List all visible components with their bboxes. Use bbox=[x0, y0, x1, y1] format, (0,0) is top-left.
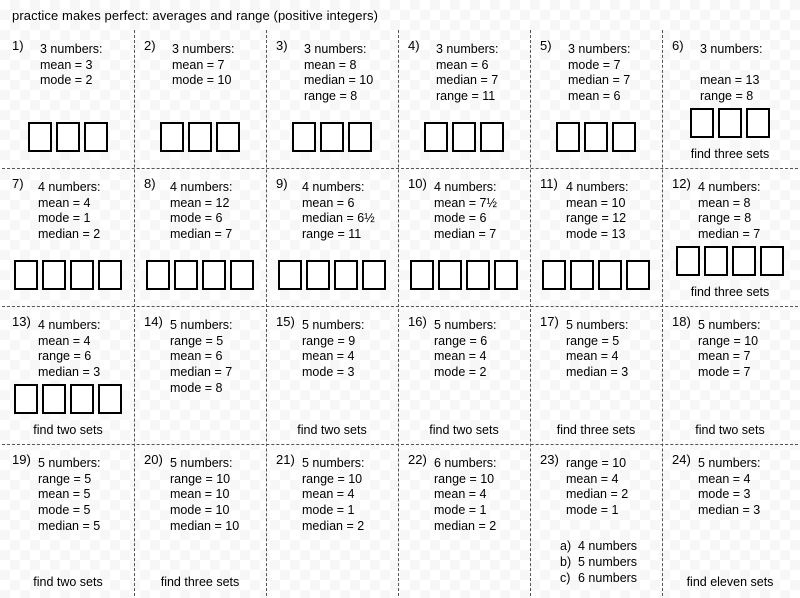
problem-number: 23) bbox=[540, 452, 559, 467]
condition-line: mean = 13 bbox=[700, 73, 760, 88]
worksheet-title: practice makes perfect: averages and range (positive integers) bbox=[12, 8, 379, 23]
condition-line: mode = 6 bbox=[170, 211, 223, 226]
answer-box[interactable] bbox=[410, 260, 434, 290]
answer-box[interactable] bbox=[584, 122, 608, 152]
answer-box[interactable] bbox=[480, 122, 504, 152]
condition-line: 4 numbers: bbox=[434, 180, 497, 194]
condition-line: median = 2 bbox=[302, 518, 365, 533]
problem-cell bbox=[662, 444, 798, 596]
condition-line: 5 numbers: bbox=[38, 456, 101, 470]
condition-line: mean = 4 bbox=[302, 487, 355, 502]
answer-boxes bbox=[14, 260, 122, 290]
problem-conditions bbox=[302, 318, 365, 381]
problem-number: 12) bbox=[672, 176, 691, 191]
problem-conditions bbox=[566, 180, 629, 243]
problem-number: 8) bbox=[144, 176, 156, 191]
answer-box[interactable] bbox=[28, 122, 52, 152]
problem-conditions bbox=[38, 318, 101, 381]
problem-cell bbox=[266, 306, 398, 444]
answer-boxes bbox=[160, 122, 240, 152]
option-text: 6 numbers bbox=[578, 571, 638, 585]
answer-box[interactable] bbox=[70, 260, 94, 290]
problem-number: 4) bbox=[408, 38, 420, 53]
condition-line: range = 10 bbox=[698, 333, 759, 348]
condition-line: range = 10 bbox=[302, 471, 363, 486]
problem-cell bbox=[530, 444, 662, 596]
condition-line: mean = 8 bbox=[698, 195, 751, 210]
problem-number: 10) bbox=[408, 176, 427, 191]
instruction-note: find three sets bbox=[690, 147, 770, 161]
condition-line: 3 numbers: bbox=[700, 42, 763, 56]
problem-cell bbox=[530, 168, 662, 306]
answer-box[interactable] bbox=[42, 260, 66, 290]
option-item bbox=[560, 538, 637, 554]
problem-number: 24) bbox=[672, 452, 691, 467]
problem-number: 17) bbox=[540, 314, 559, 329]
answer-box[interactable] bbox=[466, 260, 490, 290]
condition-line: mean = 8 bbox=[304, 57, 357, 72]
condition-line: 3 numbers: bbox=[40, 42, 103, 56]
instruction-note: find eleven sets bbox=[686, 575, 774, 589]
problem-cell bbox=[398, 444, 530, 596]
answer-boxes bbox=[410, 260, 518, 290]
condition-line: 3 numbers: bbox=[436, 42, 499, 56]
condition-line: mode = 10 bbox=[170, 503, 230, 518]
answer-box[interactable] bbox=[216, 122, 240, 152]
condition-line: median = 7 bbox=[698, 227, 761, 242]
problem-number: 14) bbox=[144, 314, 163, 329]
option-letter: b) bbox=[560, 555, 572, 569]
condition-line: mean = 4 bbox=[566, 349, 619, 364]
problem-number: 20) bbox=[144, 452, 163, 467]
condition-line: median = 5 bbox=[38, 518, 101, 533]
condition-line: 5 numbers: bbox=[170, 456, 233, 470]
condition-line: 4 numbers: bbox=[698, 180, 761, 194]
condition-line: mean = 4 bbox=[698, 471, 751, 486]
answer-box[interactable] bbox=[746, 108, 770, 138]
condition-line: range = 6 bbox=[434, 333, 488, 348]
problem-conditions bbox=[434, 180, 497, 243]
condition-line: mode = 1 bbox=[38, 211, 91, 226]
problem-conditions bbox=[172, 42, 235, 89]
condition-line: mean = 12 bbox=[170, 195, 230, 210]
instruction-note: find two sets bbox=[297, 423, 367, 437]
condition-line: range = 8 bbox=[304, 89, 358, 104]
problem-cell bbox=[662, 306, 798, 444]
problem-number: 15) bbox=[276, 314, 295, 329]
option-letter: a) bbox=[560, 539, 572, 553]
problem-cell bbox=[134, 444, 266, 596]
condition-line: median = 7 bbox=[436, 73, 499, 88]
condition-line: mode = 1 bbox=[434, 503, 487, 518]
answer-box[interactable] bbox=[230, 260, 254, 290]
condition-line: 5 numbers: bbox=[566, 318, 629, 332]
option-text: 5 numbers bbox=[578, 555, 638, 569]
answer-boxes bbox=[542, 260, 650, 290]
problem-conditions bbox=[302, 456, 365, 535]
answer-box[interactable] bbox=[732, 246, 756, 276]
answer-box[interactable] bbox=[14, 384, 38, 414]
problem-number: 11) bbox=[540, 176, 558, 191]
problem-conditions bbox=[698, 180, 761, 243]
answer-boxes bbox=[424, 122, 504, 152]
answer-box[interactable] bbox=[188, 122, 212, 152]
answer-box[interactable] bbox=[292, 122, 316, 152]
condition-line: 4 numbers: bbox=[302, 180, 365, 194]
condition-line: mode = 5 bbox=[38, 503, 91, 518]
answer-box[interactable] bbox=[14, 260, 38, 290]
condition-line: 3 numbers: bbox=[568, 42, 631, 56]
condition-line: mean = 4 bbox=[434, 349, 487, 364]
condition-line: 4 numbers: bbox=[38, 318, 101, 332]
answer-boxes bbox=[146, 260, 254, 290]
problem-conditions bbox=[38, 180, 101, 243]
condition-line: mean = 6 bbox=[170, 349, 223, 364]
answer-box[interactable] bbox=[452, 122, 476, 152]
condition-line: range = 10 bbox=[170, 471, 231, 486]
answer-box[interactable] bbox=[612, 122, 636, 152]
answer-boxes bbox=[690, 108, 770, 138]
condition-line: mean = 6 bbox=[436, 57, 489, 72]
answer-boxes bbox=[278, 260, 386, 290]
option-letter: c) bbox=[560, 571, 571, 585]
problem-number: 3) bbox=[276, 38, 288, 53]
answer-boxes bbox=[28, 122, 108, 152]
problem-conditions bbox=[302, 180, 375, 243]
problem-conditions bbox=[434, 318, 497, 381]
problem-cell bbox=[530, 306, 662, 444]
condition-line: range = 12 bbox=[566, 211, 627, 226]
problem-cell bbox=[398, 306, 530, 444]
answer-box[interactable] bbox=[56, 122, 80, 152]
problem-cell bbox=[134, 168, 266, 306]
condition-line: mode = 3 bbox=[302, 365, 355, 380]
condition-line: mean = 7 bbox=[698, 349, 751, 364]
problem-conditions bbox=[170, 456, 239, 535]
answer-box[interactable] bbox=[146, 260, 170, 290]
condition-line: mean = 10 bbox=[170, 487, 230, 502]
problem-cell bbox=[2, 168, 134, 306]
problem-conditions bbox=[170, 318, 233, 397]
answer-box[interactable] bbox=[98, 384, 122, 414]
condition-line: mean = 4 bbox=[302, 349, 355, 364]
condition-line: mean = 7½ bbox=[434, 195, 497, 210]
problem-number: 7) bbox=[12, 176, 24, 191]
answer-box[interactable] bbox=[174, 260, 198, 290]
problem-number: 6) bbox=[672, 38, 684, 53]
problem-number: 22) bbox=[408, 452, 427, 467]
problem-number: 1) bbox=[12, 38, 24, 53]
condition-line: mean = 4 bbox=[38, 333, 91, 348]
option-item bbox=[560, 570, 637, 586]
instruction-note: find three sets bbox=[690, 285, 770, 299]
condition-line: mode = 8 bbox=[170, 380, 223, 395]
condition-line: median = 3 bbox=[698, 503, 761, 518]
options-list bbox=[560, 538, 637, 586]
instruction-note: find three sets bbox=[556, 423, 636, 437]
condition-line: 6 numbers: bbox=[434, 456, 497, 470]
answer-boxes bbox=[556, 122, 636, 152]
condition-line: median = 3 bbox=[38, 365, 101, 380]
condition-line: mode = 7 bbox=[568, 57, 621, 72]
instruction-note: find two sets bbox=[33, 575, 103, 589]
answer-box[interactable] bbox=[160, 122, 184, 152]
option-text: 4 numbers bbox=[578, 539, 638, 553]
answer-box[interactable] bbox=[542, 260, 566, 290]
problem-conditions bbox=[698, 456, 761, 519]
problem-conditions bbox=[568, 42, 631, 105]
problem-number: 9) bbox=[276, 176, 288, 191]
condition-line: 5 numbers: bbox=[302, 318, 365, 332]
problem-cell bbox=[2, 30, 134, 168]
condition-line: mean = 4 bbox=[38, 195, 91, 210]
instruction-note: find two sets bbox=[429, 423, 499, 437]
condition-line: mean = 4 bbox=[566, 471, 619, 486]
problem-conditions bbox=[434, 456, 497, 535]
problem-number: 21) bbox=[276, 452, 295, 467]
condition-line: range = 11 bbox=[302, 227, 362, 242]
condition-line: mode = 1 bbox=[302, 503, 355, 518]
problem-conditions bbox=[40, 42, 103, 89]
condition-line: median = 7 bbox=[568, 73, 631, 88]
answer-box[interactable] bbox=[626, 260, 650, 290]
condition-line: range = 11 bbox=[436, 89, 496, 104]
answer-box[interactable] bbox=[84, 122, 108, 152]
instruction-note: find three sets bbox=[160, 575, 240, 589]
problem-cell bbox=[662, 168, 798, 306]
condition-line: mode = 2 bbox=[434, 365, 487, 380]
answer-box[interactable] bbox=[570, 260, 594, 290]
problem-number: 16) bbox=[408, 314, 427, 329]
condition-line: 5 numbers: bbox=[170, 318, 233, 332]
condition-line: range = 8 bbox=[700, 89, 754, 104]
condition-line: median = 10 bbox=[170, 518, 240, 533]
condition-line: mean = 5 bbox=[38, 487, 91, 502]
condition-line: 3 numbers: bbox=[172, 42, 235, 56]
answer-box[interactable] bbox=[362, 260, 386, 290]
answer-box[interactable] bbox=[556, 122, 580, 152]
condition-line: mode = 1 bbox=[566, 503, 619, 518]
condition-line: mean = 4 bbox=[434, 487, 487, 502]
problem-conditions bbox=[38, 456, 101, 535]
instruction-note: find two sets bbox=[695, 423, 765, 437]
problem-grid bbox=[2, 30, 798, 596]
condition-line: median = 7 bbox=[170, 227, 233, 242]
answer-boxes bbox=[676, 246, 784, 276]
answer-box[interactable] bbox=[704, 246, 728, 276]
problem-conditions bbox=[566, 456, 628, 519]
condition-line: range = 5 bbox=[566, 333, 620, 348]
condition-line: median = 3 bbox=[566, 365, 629, 380]
answer-box[interactable] bbox=[334, 260, 358, 290]
condition-line: range = 8 bbox=[698, 211, 752, 226]
problem-cell bbox=[134, 306, 266, 444]
answer-box[interactable] bbox=[438, 260, 462, 290]
answer-box[interactable] bbox=[718, 108, 742, 138]
condition-line: 4 numbers: bbox=[170, 180, 233, 194]
problem-conditions bbox=[566, 318, 629, 381]
option-item bbox=[560, 554, 637, 570]
condition-line: range = 10 bbox=[566, 456, 627, 470]
problem-cell bbox=[2, 444, 134, 596]
condition-line: mode = 13 bbox=[566, 227, 626, 242]
problem-number: 5) bbox=[540, 38, 552, 53]
answer-box[interactable] bbox=[98, 260, 122, 290]
problem-cell bbox=[266, 444, 398, 596]
condition-line: mode = 6 bbox=[434, 211, 487, 226]
answer-box[interactable] bbox=[42, 384, 66, 414]
problem-cell bbox=[134, 30, 266, 168]
condition-line: 5 numbers: bbox=[302, 456, 365, 470]
condition-line: mean = 3 bbox=[40, 57, 93, 72]
condition-line: median = 2 bbox=[566, 487, 629, 502]
problem-conditions bbox=[698, 318, 761, 381]
condition-line: 5 numbers: bbox=[698, 318, 761, 332]
condition-line: median = 6½ bbox=[302, 211, 375, 226]
condition-line: mode = 3 bbox=[698, 487, 751, 502]
answer-box[interactable] bbox=[306, 260, 330, 290]
problem-conditions bbox=[304, 42, 373, 105]
condition-line: mean = 7 bbox=[172, 57, 225, 72]
condition-line: range = 5 bbox=[170, 333, 224, 348]
answer-box[interactable] bbox=[494, 260, 518, 290]
condition-line: range = 6 bbox=[38, 349, 92, 364]
problem-cell bbox=[398, 30, 530, 168]
condition-line: 4 numbers: bbox=[566, 180, 629, 194]
problem-cell bbox=[2, 306, 134, 444]
answer-box[interactable] bbox=[320, 122, 344, 152]
condition-line: median = 7 bbox=[434, 227, 497, 242]
answer-box[interactable] bbox=[424, 122, 448, 152]
problem-number: 18) bbox=[672, 314, 691, 329]
condition-line: mean = 10 bbox=[566, 195, 626, 210]
problem-cell bbox=[530, 30, 662, 168]
condition-line: 3 numbers: bbox=[304, 42, 367, 56]
condition-line: mode = 2 bbox=[40, 73, 93, 88]
answer-boxes bbox=[292, 122, 372, 152]
answer-box[interactable] bbox=[760, 246, 784, 276]
problem-conditions bbox=[170, 180, 233, 243]
answer-boxes bbox=[14, 384, 122, 414]
condition-line: range = 9 bbox=[302, 333, 356, 348]
problem-number: 19) bbox=[12, 452, 31, 467]
answer-box[interactable] bbox=[202, 260, 226, 290]
condition-line bbox=[700, 58, 763, 74]
instruction-note: find two sets bbox=[33, 423, 103, 437]
condition-line: range = 5 bbox=[38, 471, 92, 486]
problem-number: 13) bbox=[12, 314, 31, 329]
answer-box[interactable] bbox=[676, 246, 700, 276]
answer-box[interactable] bbox=[278, 260, 302, 290]
problem-cell bbox=[266, 30, 398, 168]
condition-line: mode = 10 bbox=[172, 73, 232, 88]
condition-line: median = 2 bbox=[434, 518, 497, 533]
problem-number: 2) bbox=[144, 38, 156, 53]
problem-cell bbox=[398, 168, 530, 306]
answer-box[interactable] bbox=[348, 122, 372, 152]
condition-line: range = 10 bbox=[434, 471, 495, 486]
problem-cell bbox=[266, 168, 398, 306]
answer-box[interactable] bbox=[70, 384, 94, 414]
condition-line: mean = 6 bbox=[568, 89, 621, 104]
answer-box[interactable] bbox=[598, 260, 622, 290]
problem-conditions bbox=[436, 42, 499, 105]
condition-line: 4 numbers: bbox=[38, 180, 101, 194]
condition-line: mode = 7 bbox=[698, 365, 751, 380]
answer-box[interactable] bbox=[690, 108, 714, 138]
problem-conditions bbox=[700, 42, 763, 105]
condition-line: median = 2 bbox=[38, 227, 101, 242]
condition-line: 5 numbers: bbox=[698, 456, 761, 470]
condition-line: median = 10 bbox=[304, 73, 374, 88]
condition-line: 5 numbers: bbox=[434, 318, 497, 332]
condition-line: mean = 6 bbox=[302, 195, 355, 210]
condition-line: median = 7 bbox=[170, 365, 233, 380]
problem-cell bbox=[662, 30, 798, 168]
